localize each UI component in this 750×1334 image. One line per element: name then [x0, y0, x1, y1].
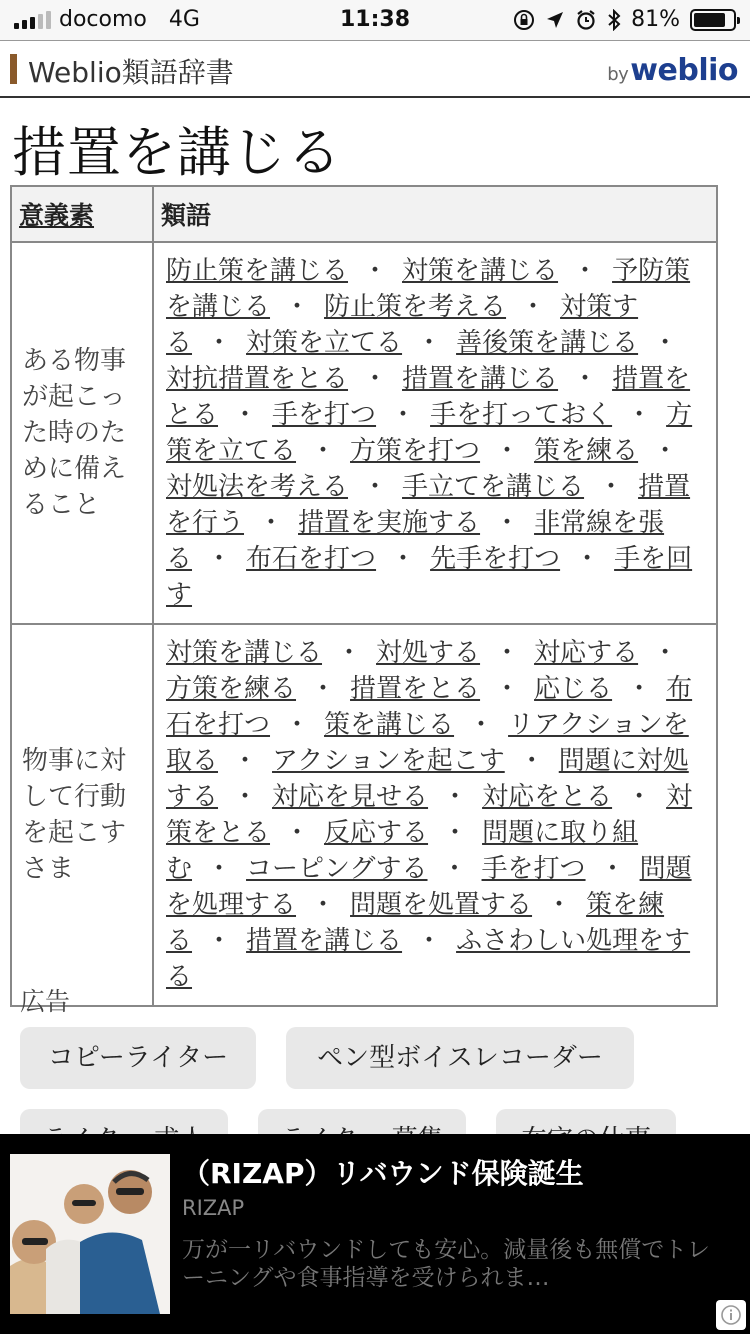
synonym-table [10, 185, 718, 1007]
synonym-link[interactable]: 対策を講じる [166, 638, 323, 668]
separator-dot: ・ [572, 364, 599, 394]
synonym-link[interactable]: 問題を処置する [350, 890, 533, 920]
synonym-link[interactable]: 非常線を張る [166, 508, 665, 574]
by-label: by [607, 64, 629, 85]
synonym-link[interactable]: 対策をとる [166, 782, 693, 848]
meaning-text: 物事に対して行動を起こすさま [22, 746, 127, 884]
battery-percent: 81% [631, 7, 680, 32]
synonym-link[interactable]: ふさわしい処理をする [166, 926, 691, 992]
separator-dot: ・ [284, 292, 311, 322]
separator-dot: ・ [416, 926, 443, 956]
synonym-link[interactable]: 布石を打つ [246, 544, 377, 574]
header-accent-bar [10, 54, 17, 84]
separator-dot: ・ [468, 710, 495, 740]
separator-dot: ・ [206, 854, 233, 884]
ad-chip[interactable]: コピーライター [20, 1027, 256, 1089]
ad-brand: RIZAP [182, 1196, 245, 1220]
synonym-link[interactable]: 手を打っておく [430, 400, 613, 430]
separator-dot: ・ [520, 292, 547, 322]
meaning-cell [11, 242, 153, 624]
synonym-link[interactable]: 策を練る [534, 436, 639, 466]
synonym-link[interactable]: 措置を行う [166, 472, 691, 538]
synonym-link[interactable]: 応じる [534, 674, 613, 704]
separator-dot: ・ [416, 328, 443, 358]
synonym-link[interactable]: 措置を実施する [298, 508, 481, 538]
separator-dot: ・ [442, 782, 469, 812]
synonym-link[interactable]: 対応する [534, 638, 639, 668]
synonym-link[interactable]: 方策を打つ [350, 436, 481, 466]
separator-dot: ・ [442, 818, 469, 848]
synonym-link[interactable]: 対抗措置をとる [166, 364, 349, 394]
weblio-logo[interactable] [607, 53, 738, 88]
separator-dot: ・ [206, 544, 233, 574]
synonym-link[interactable]: 対策を立てる [246, 328, 403, 358]
synonym-link[interactable]: 措置をとる [166, 364, 691, 430]
synonym-link[interactable]: 布石を打つ [166, 674, 693, 740]
synonym-list-cell [153, 242, 717, 624]
separator-dot: ・ [232, 400, 259, 430]
separator-dot: ・ [626, 674, 653, 704]
synonym-row [11, 624, 717, 1006]
ad-description: 万が一リバウンドしても安心。減量後も無償でトレーニングや食事指導を受けられま… [182, 1237, 710, 1291]
separator-dot: ・ [546, 890, 573, 920]
synonym-link[interactable]: 策を講じる [324, 710, 455, 740]
separator-dot: ・ [599, 854, 626, 884]
ad-headline[interactable]: （RIZAP）リバウンド保険誕生 [182, 1157, 584, 1190]
location-icon [545, 10, 565, 30]
synonym-link[interactable]: 対処法を考える [166, 472, 349, 502]
separator-dot: ・ [494, 674, 521, 704]
synonym-link[interactable]: 問題を処理する [166, 854, 692, 920]
separator-dot: ・ [626, 400, 653, 430]
separator-dot: ・ [494, 638, 521, 668]
brand-label: weblio [630, 53, 738, 88]
meaning-text: ある物事が起こった時のために備えること [22, 346, 127, 520]
separator-dot: ・ [518, 746, 545, 776]
banner-ad[interactable] [0, 1134, 750, 1334]
ad-info-icon[interactable] [716, 1300, 746, 1330]
separator-dot: ・ [494, 436, 521, 466]
status-bar [0, 0, 750, 40]
separator-dot: ・ [232, 782, 259, 812]
synonym-link[interactable]: 手立てを講じる [402, 472, 585, 502]
synonym-link[interactable]: リアクションを取る [166, 710, 689, 776]
synonym-link[interactable]: 策を練る [166, 890, 665, 956]
synonym-link[interactable]: 対応を見せる [272, 782, 429, 812]
alarm-icon [575, 9, 597, 31]
page-title: 措置を講じる [12, 121, 342, 184]
separator-dot: ・ [574, 544, 601, 574]
clock: 11:38 [339, 7, 411, 32]
synonym-link[interactable]: 善後策を講じる [456, 328, 639, 358]
battery-icon [690, 9, 736, 31]
synonym-link[interactable]: アクションを起こす [272, 746, 505, 776]
meaning-cell [11, 624, 153, 1006]
synonym-link[interactable]: 予防策を講じる [166, 256, 691, 322]
synonym-link[interactable]: 対処する [376, 638, 481, 668]
separator-dot: ・ [390, 400, 417, 430]
meaning-column-header[interactable]: 意義素 [11, 186, 153, 242]
separator-dot: ・ [310, 436, 337, 466]
separator-dot: ・ [598, 472, 625, 502]
synonym-column-header: 類語 [153, 186, 717, 242]
synonym-link[interactable]: 防止策を講じる [166, 256, 349, 286]
separator-dot: ・ [310, 674, 337, 704]
separator-dot: ・ [206, 328, 233, 358]
rotation-lock-icon [513, 9, 535, 31]
synonym-row [11, 242, 717, 624]
separator-dot: ・ [362, 364, 389, 394]
synonym-link[interactable]: コーピングする [246, 854, 428, 884]
synonym-link[interactable]: 反応する [324, 818, 429, 848]
separator-dot: ・ [284, 710, 311, 740]
separator-dot: ・ [284, 818, 311, 848]
separator-dot: ・ [652, 638, 679, 668]
carrier-label: docomo [59, 7, 147, 32]
separator-dot: ・ [336, 638, 363, 668]
synonym-link[interactable]: 手を打つ [272, 400, 377, 430]
synonym-link[interactable]: 措置を講じる [402, 364, 559, 394]
ad-label: 広告 [20, 987, 71, 1016]
synonym-link[interactable]: 手を回す [166, 544, 693, 610]
separator-dot: ・ [626, 782, 653, 812]
separator-dot: ・ [390, 544, 417, 574]
synonym-link[interactable]: 対策する [166, 292, 639, 358]
separator-dot: ・ [494, 508, 521, 538]
synonym-link[interactable]: 問題に対処する [166, 746, 689, 812]
site-name-link[interactable]: Weblio類語辞書 [28, 56, 234, 89]
separator-dot: ・ [572, 256, 599, 286]
synonym-link[interactable]: 対策を講じる [402, 256, 559, 286]
synonym-link[interactable]: 方策を練る [166, 674, 297, 704]
separator-dot: ・ [652, 328, 679, 358]
synonym-list-cell [153, 624, 717, 1006]
ad-chip[interactable]: ペン型ボイスレコーダー [286, 1027, 634, 1089]
separator-dot: ・ [232, 746, 259, 776]
synonym-link[interactable]: 問題に取り組む [166, 818, 639, 884]
synonym-link[interactable]: 措置をとる [350, 674, 481, 704]
synonym-link[interactable]: 対応をとる [482, 782, 613, 812]
separator-dot: ・ [441, 854, 468, 884]
separator-dot: ・ [362, 256, 389, 286]
separator-dot: ・ [310, 890, 337, 920]
synonym-link[interactable]: 方策を立てる [166, 400, 693, 466]
synonym-link[interactable]: 措置を講じる [246, 926, 403, 956]
site-header [0, 40, 750, 98]
separator-dot: ・ [362, 472, 389, 502]
synonym-link[interactable]: 先手を打つ [430, 544, 561, 574]
synonym-link[interactable]: 手を打つ [481, 854, 586, 884]
separator-dot: ・ [258, 508, 285, 538]
synonym-link[interactable]: 防止策を考える [324, 292, 507, 322]
ad-photo [10, 1154, 170, 1314]
bluetooth-icon [607, 9, 621, 31]
separator-dot: ・ [206, 926, 233, 956]
separator-dot: ・ [652, 436, 679, 466]
network-label: 4G [168, 7, 200, 32]
